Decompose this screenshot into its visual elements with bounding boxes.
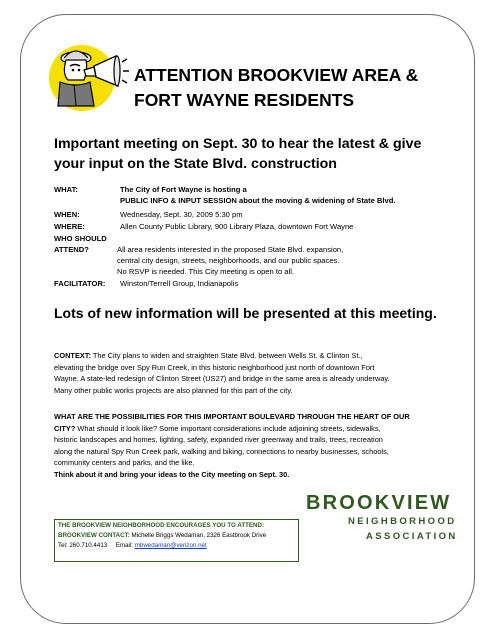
org-name: BROOKVIEW xyxy=(306,492,452,514)
context-line-4: Many other public works projects are also planned for this part of the city. xyxy=(54,385,293,395)
who-value-1: All area residents interested in the proposed State Blvd. expansion, xyxy=(117,245,344,254)
subhead-line-1: Important meeting on Sept. 30 to hear the latest & give xyxy=(54,136,422,152)
possibilities-paragraph xyxy=(54,411,459,480)
contact-heading: THE BROOKVIEW NEIGHBORHOOD ENCOURAGES YOU TO ATTEND: xyxy=(58,522,265,529)
headline-line-2: FORT WAYNE RESIDENTS xyxy=(134,90,355,110)
context-line-3: Wayne. A state-led redesign of Clinton Street (US27) and bridge in the same area is already underway. xyxy=(54,374,390,383)
context-lead: CONTEXT: xyxy=(54,351,91,360)
who-label-2: ATTEND? xyxy=(54,245,89,254)
context-paragraph xyxy=(54,350,459,396)
possibilities-line-3: historic landscapes and homes, lighting, safety, expanded river greenway and trails, trees, recreation xyxy=(54,435,383,444)
possibilities-line-2 xyxy=(54,423,459,435)
possibilities-line-5: community centers and parks, and the like. xyxy=(54,458,195,467)
contact-box xyxy=(54,519,299,562)
context-line-2: elevating the bridge over Spy Run Creek, in this historic neighborhood just north of downtown Fort xyxy=(54,362,375,372)
contact-line xyxy=(58,531,295,541)
contact-tel: Tel: 260.710.4413 xyxy=(58,542,108,549)
who-row-2 xyxy=(54,245,344,255)
context-line-1 xyxy=(54,350,459,362)
what-row xyxy=(54,185,247,195)
what-label: WHAT: xyxy=(54,185,78,194)
org-name-line-3: ASSOCIATION xyxy=(366,531,458,542)
contact-phone-email xyxy=(58,541,295,551)
who-value-3: No RSVP is needed. This City meeting is open to all. xyxy=(117,267,294,276)
where-label: WHERE: xyxy=(54,222,85,231)
new-information-line: Lots of new information will be presented at this meeting. xyxy=(54,305,437,321)
when-label: WHEN: xyxy=(54,210,80,219)
contact-email-link[interactable]: mbwedaman@verizon.net xyxy=(134,542,207,549)
headline xyxy=(134,63,418,113)
facilitator-row xyxy=(54,279,239,289)
org-name-line-2: NEIGHBORHOOD xyxy=(348,516,457,527)
where-row xyxy=(54,222,354,232)
contact-email-label: Email: xyxy=(115,542,135,549)
what-value-2: PUBLIC INFO & INPUT SESSION about the moving & widening of State Blvd. xyxy=(120,196,396,205)
who-label-1: WHO SHOULD xyxy=(54,234,107,243)
where-value: Allen County Public Library, 900 Library Plaza, downtown Fort Wayne xyxy=(120,222,354,231)
meeting-subheading xyxy=(54,134,474,174)
who-row xyxy=(54,234,120,244)
subhead-line-2: your input on the State Blvd. construction xyxy=(54,156,337,172)
possibilities-line-4: along the natural Spy Run Creek park, walking and biking, connections to nearby businesses, schools, xyxy=(54,446,389,456)
contact-label: BROOKVIEW CONTACT: xyxy=(58,532,130,539)
when-value: Wednesday, Sept. 30, 2009 5:30 pm xyxy=(120,210,243,219)
facilitator-label: FACILITATOR: xyxy=(54,279,106,288)
when-row xyxy=(54,210,243,220)
possibilities-text-2: What should it look like? Some important considerations include adjoining streets, sidewalks, xyxy=(75,423,381,433)
contact-value: Michelle Briggs Wedaman, 2326 Eastbrook Drive xyxy=(129,532,267,539)
context-text-1: The City plans to widen and straighten State Blvd. between Wells St. & Clinton St., xyxy=(90,351,363,360)
possibilities-line-6: Think about it and bring your ideas to the City meeting on Sept. 30. xyxy=(54,469,290,479)
headline-line-1: ATTENTION BROOKVIEW AREA & xyxy=(134,65,419,85)
town-crier-megaphone-icon xyxy=(46,40,130,112)
possibilities-lead: WHAT ARE THE POSSIBILITIES FOR THIS IMPORTANT BOULEVARD THROUGH THE HEART OF OUR xyxy=(54,412,410,421)
possibilities-lead-2: CITY? xyxy=(54,423,76,433)
facilitator-value: Winston/Terrell Group, Indianapolis xyxy=(120,279,239,288)
what-value-1: The City of Fort Wayne is hosting a xyxy=(120,185,247,194)
who-value-2: central city design, streets, neighborhoods, and our public spaces. xyxy=(117,256,340,265)
